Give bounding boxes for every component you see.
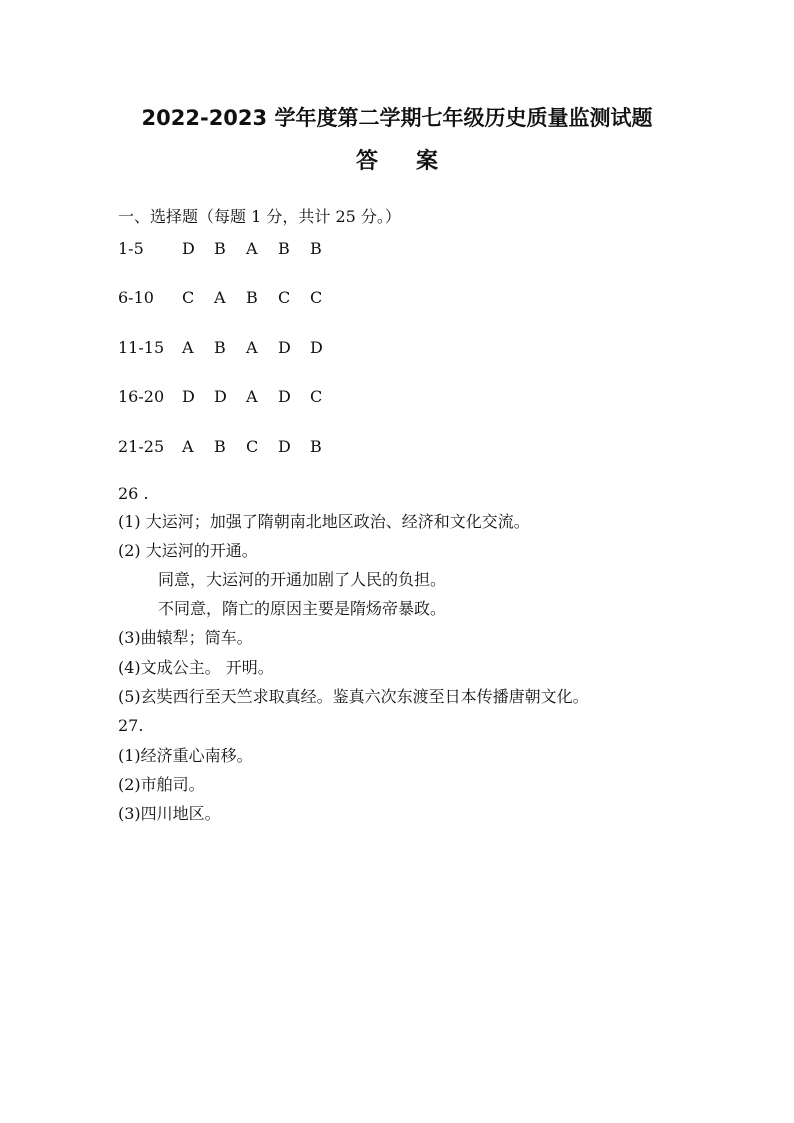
page-subtitle [0, 144, 794, 175]
mc-answer: A [182, 338, 194, 357]
mc-answer: A [246, 239, 258, 258]
section-heading-multiple-choice: 一、选择题（每题 1 分，共计 25 分。） [118, 207, 401, 226]
subtitle-char-2: 案 [416, 149, 439, 174]
q26-answer-line: (1) 大运河；加强了隋朝南北地区政治、经济和文化交流。 [118, 512, 530, 531]
mc-answer: C [246, 437, 259, 456]
mc-answer: D [214, 387, 227, 406]
q26-answer-line: (4)文成公主。 开明。 [118, 658, 274, 677]
mc-answer: B [214, 437, 226, 456]
mc-row [118, 337, 342, 359]
q26-answer-line: (2) 大运河的开通。 [118, 541, 258, 560]
mc-row [118, 238, 342, 260]
mc-range: 16-20 [118, 387, 165, 406]
mc-answer: D [278, 387, 291, 406]
mc-range: 1-5 [118, 239, 144, 258]
mc-range: 11-15 [118, 338, 165, 357]
mc-answer: C [182, 288, 195, 307]
mc-answer: D [278, 437, 291, 456]
mc-answer: A [182, 437, 194, 456]
mc-answer: B [278, 239, 290, 258]
mc-answer: B [214, 239, 226, 258]
mc-answer: C [278, 288, 291, 307]
mc-answer: C [310, 288, 323, 307]
mc-answer: B [246, 288, 258, 307]
subtitle-char-1: 答 [355, 149, 378, 174]
mc-answer: A [214, 288, 226, 307]
mc-answer: D [278, 338, 291, 357]
mc-answer: A [246, 387, 258, 406]
mc-answer: A [246, 338, 258, 357]
q27-answer-line: (3)四川地区。 [118, 804, 221, 823]
mc-answer: B [214, 338, 226, 357]
q27-answer-line: (1)经济重心南移。 [118, 746, 253, 765]
q26-answer-line: (3)曲辕犁；筒车。 [118, 628, 253, 647]
mc-answer: D [182, 387, 195, 406]
question-26-label: 26 . [118, 484, 149, 503]
mc-range: 21-25 [118, 437, 165, 456]
mc-answer: B [310, 437, 322, 456]
page-title: 2022-2023 学年度第二学期七年级历史质量监测试题 [141, 106, 653, 130]
mc-answer: C [310, 387, 323, 406]
q26-answer-line: 不同意，隋亡的原因主要是隋炀帝暴政。 [158, 599, 447, 618]
q26-answer-line: 同意，大运河的开通加剧了人民的负担。 [158, 570, 447, 589]
q27-answer-line: (2)市舶司。 [118, 775, 205, 794]
mc-range: 6-10 [118, 288, 154, 307]
mc-row [118, 287, 342, 309]
mc-answer: D [182, 239, 195, 258]
mc-row [118, 386, 342, 408]
question-27-label: 27. [118, 716, 144, 735]
mc-row [118, 436, 342, 458]
q26-answer-line: (5)玄奘西行至天竺求取真经。鉴真六次东渡至日本传播唐朝文化。 [118, 687, 589, 706]
mc-answer: B [310, 239, 322, 258]
mc-answer: D [310, 338, 323, 357]
